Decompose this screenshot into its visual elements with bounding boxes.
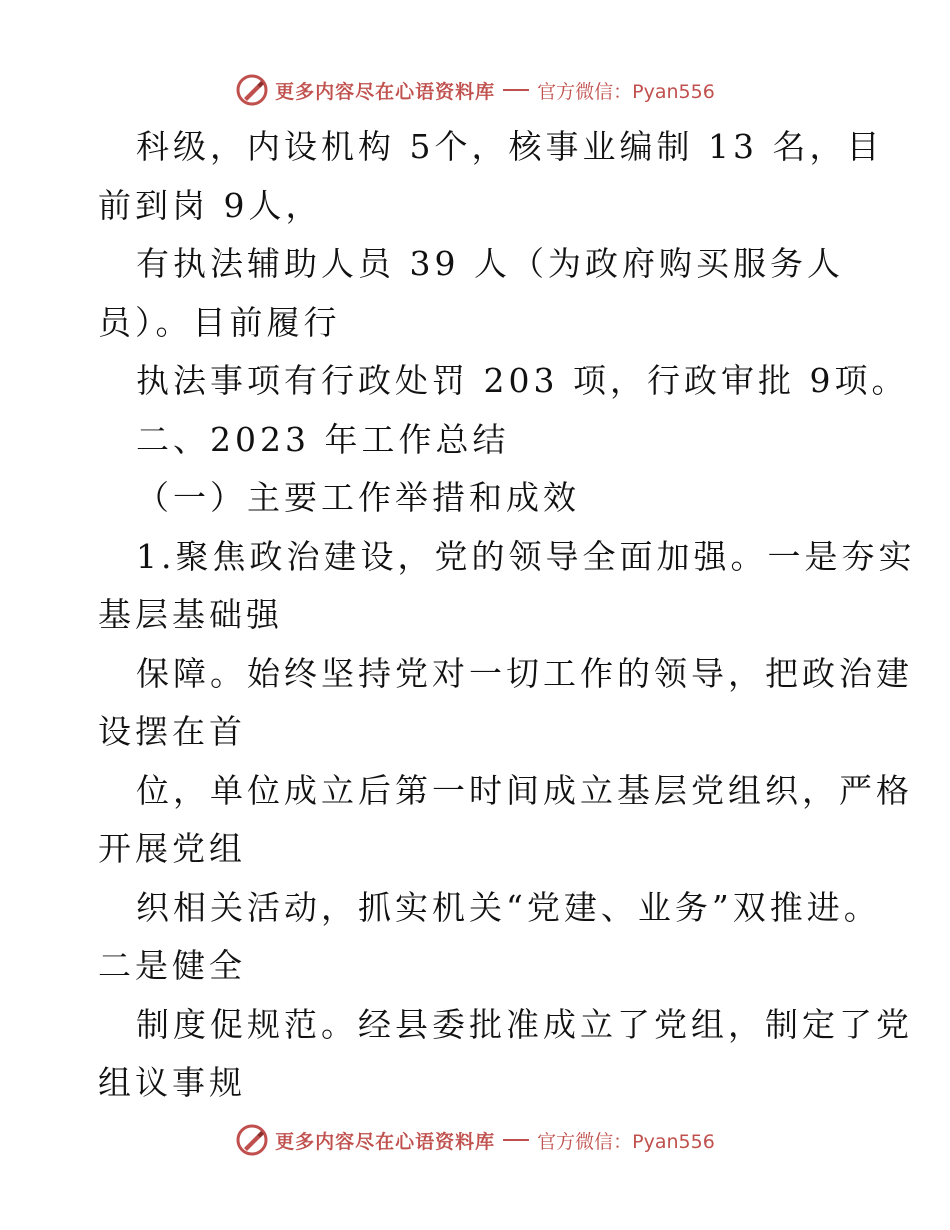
- text-line: 织相关活动，抓实机关“党建、业务”双推进。: [136, 887, 881, 927]
- watermark-separator: [503, 89, 529, 91]
- pen-logo-icon: [235, 1123, 269, 1157]
- text-line: 组议事规: [98, 1063, 246, 1102]
- watermark-contact-text: 官方微信：Pyan556: [537, 1130, 715, 1153]
- watermark-separator: [503, 1139, 529, 1141]
- text-line: 1.聚焦政治建设，党的领导全面加强。一是夯实: [136, 536, 916, 576]
- text-line: 有执法辅助人员 39 人（为政府购买服务人: [136, 244, 844, 283]
- section-heading: 二、2023 年工作总结: [136, 419, 510, 459]
- watermark-site-text: 更多内容尽在心语资料库: [275, 80, 496, 103]
- document-body: [98, 118, 916, 1113]
- text-line: 位，单位成立后第一时间成立基层党组织，严格: [136, 770, 913, 810]
- text-line: 开展党组: [98, 829, 246, 868]
- header-watermark: [0, 70, 950, 110]
- text-line: 保障。始终坚持党对一切工作的领导，把政治建: [136, 653, 913, 693]
- watermark-site-text: 更多内容尽在心语资料库: [275, 1130, 496, 1153]
- text-line: 执法事项有行政处罚 203 项，行政审批 9项。: [136, 361, 909, 400]
- footer-watermark: [0, 1120, 950, 1160]
- watermark-contact-text: 官方微信：Pyan556: [537, 80, 715, 103]
- text-line: 前到岗 9人，: [98, 185, 323, 225]
- text-line: 制度促规范。经县委批准成立了党组，制定了党: [136, 1004, 913, 1044]
- text-line: 二是健全: [98, 946, 246, 985]
- text-line: 员）。目前履行: [98, 302, 341, 342]
- text-line: 设摆在首: [98, 712, 246, 751]
- text-line: 科级，内设机构 5个，核事业编制 13 名，目: [136, 127, 884, 166]
- text-line: 基层基础强: [98, 595, 283, 634]
- pen-logo-icon: [235, 73, 269, 107]
- subsection-heading: （一）主要工作举措和成效: [136, 478, 580, 517]
